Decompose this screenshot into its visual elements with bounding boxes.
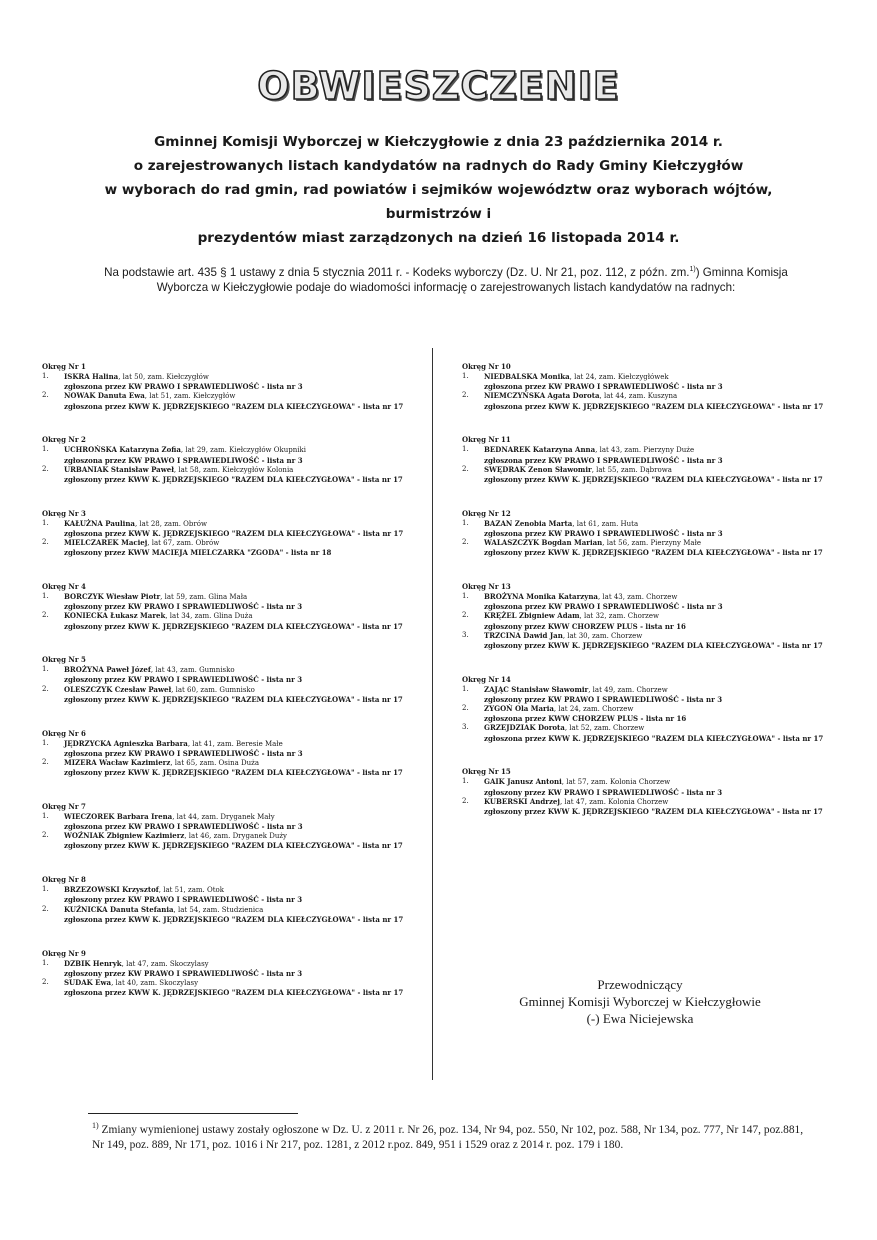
candidate-number: 2. <box>42 831 49 840</box>
candidate-info: , lat 43, zam. Gumnisko <box>150 666 235 675</box>
district-title: Okręg Nr 1 <box>42 362 86 371</box>
candidate-name: GRZEJDZIAK Dorota <box>484 723 565 733</box>
candidate-number: 2. <box>462 796 469 805</box>
candidate-entry <box>42 758 442 777</box>
candidate-entry <box>462 372 862 391</box>
candidate-info: , lat 34, zam. Glina Duża <box>165 612 253 621</box>
district-title: Okręg Nr 8 <box>42 875 86 885</box>
candidate-number: 2. <box>462 704 469 713</box>
candidate-number: 2. <box>42 538 49 547</box>
candidate-info: , lat 44, zam. Dryganek Mały <box>172 812 275 821</box>
candidate-entry <box>42 905 442 924</box>
candidate-entry <box>42 538 442 557</box>
candidate-name: BEDNAREK Katarzyna Anna <box>484 445 596 455</box>
candidate-body <box>484 631 862 650</box>
candidate-info: , lat 24, zam. Chorzew <box>553 705 634 714</box>
footnote <box>92 1118 812 1153</box>
heading-line: prezydentów miast zarządzonych na dzień 16 listopada 2014 r. <box>197 230 680 246</box>
candidate-committee: zgłoszona przez KW PRAWO I SPRAWIEDLIWOŚĆ - lista nr 3 <box>484 528 723 538</box>
candidate-body <box>484 685 862 704</box>
candidate-body <box>484 465 862 484</box>
candidate-info: , lat 43, zam. Chorzew <box>597 592 678 601</box>
candidate-committee: zgłoszona przez KW PRAWO I SPRAWIEDLIWOŚĆ - lista nr 3 <box>64 822 303 832</box>
candidate-committee: zgłoszony przez KWW K. JĘDRZEJSKIEGO "RAZEM DLA KIEŁCZYGŁOWA" - lista nr 17 <box>484 806 823 816</box>
candidate-body <box>64 831 442 850</box>
candidate-info: , lat 59, zam. Glina Mała <box>160 592 248 601</box>
district-block <box>42 949 442 998</box>
candidate-info: , lat 30, zam. Chorzew <box>562 631 643 640</box>
candidate-body <box>64 885 442 904</box>
candidate-committee: zgłoszona przez KWW K. JĘDRZEJSKIEGO "RAZEM DLA KIEŁCZYGŁOWA" - lista nr 17 <box>64 988 404 998</box>
candidate-entry <box>42 959 442 978</box>
candidate-committee: zgłoszona przez KW PRAWO I SPRAWIEDLIWOŚĆ - lista nr 3 <box>484 382 723 392</box>
candidate-body <box>484 445 862 464</box>
districts-right-column <box>462 362 862 816</box>
candidate-committee: zgłoszona przez KW PRAWO I SPRAWIEDLIWOŚĆ - lista nr 3 <box>484 602 723 612</box>
candidate-info: , lat 41, zam. Beresie Małe <box>187 739 283 748</box>
candidate-number: 1. <box>462 445 469 454</box>
candidate-number: 1. <box>462 684 469 693</box>
candidate-entry <box>462 631 862 650</box>
candidate-name: NOWAK Danuta Ewa <box>64 391 145 401</box>
candidate-entry <box>462 592 862 611</box>
candidate-body <box>64 592 442 611</box>
candidate-committee: zgłoszony przez KWW K. JĘDRZEJSKIEGO "RAZEM DLA KIEŁCZYGŁOWA" - lista nr 17 <box>484 548 823 558</box>
candidate-committee: zgłoszony przez KW PRAWO I SPRAWIEDLIWOŚĆ - lista nr 3 <box>484 694 723 704</box>
candidate-name: BORCZYK Wiesław Piotr <box>64 591 161 601</box>
candidate-entry <box>462 611 862 630</box>
candidate-info: , lat 40, zam. Skoczylasy <box>111 978 199 987</box>
districts-left-column <box>42 362 442 997</box>
candidate-info: , lat 56, zam. Pierzyny Małe <box>602 539 701 548</box>
footnote-rule <box>88 1113 298 1114</box>
candidate-committee: zgłoszony przez KWW K. JĘDRZEJSKIEGO "RAZEM DLA KIEŁCZYGŁOWA" - lista nr 17 <box>484 640 823 650</box>
candidate-number: 2. <box>42 684 49 693</box>
candidate-body <box>64 959 442 978</box>
candidate-name: DZBIK Henryk <box>64 958 122 968</box>
candidate-number: 1. <box>42 811 49 820</box>
candidate-entry <box>462 391 862 410</box>
candidate-name: WALASZCZYK Bogdan Marian <box>484 538 603 548</box>
candidate-name: KUBERSKI Andrzej <box>484 796 560 806</box>
candidate-body <box>64 445 442 464</box>
district-block <box>42 729 442 778</box>
candidate-body <box>64 538 442 557</box>
candidate-info: , lat 60, zam. Gumnisko <box>171 685 255 694</box>
intro-footnote-ref: 1) <box>689 266 696 273</box>
candidate-number: 1. <box>42 958 49 967</box>
candidate-committee: zgłoszony przez KWW CHORZEW PLUS - lista nr 16 <box>484 621 686 631</box>
candidate-committee: zgłoszona przez KW PRAWO I SPRAWIEDLIWOŚĆ - lista nr 3 <box>64 455 303 465</box>
candidate-entry <box>462 445 862 464</box>
candidate-number: 2. <box>42 757 49 766</box>
district-block <box>42 362 442 411</box>
candidate-name: BAZAN Zenobia Marta <box>484 518 573 528</box>
candidate-number: 3. <box>462 630 469 639</box>
candidate-info: , lat 49, zam. Chorzew <box>588 685 668 694</box>
candidate-number: 1. <box>42 885 49 894</box>
intro-paragraph <box>96 262 796 295</box>
district-block <box>42 655 442 704</box>
candidate-body <box>64 372 442 391</box>
candidate-committee: zgłoszona przez KW PRAWO I SPRAWIEDLIWOŚĆ - lista nr 3 <box>484 455 723 465</box>
candidate-committee: zgłoszony przez KWW K. JĘDRZEJSKIEGO "RAZEM DLA KIEŁCZYGŁOWA" - lista nr 17 <box>64 841 403 851</box>
candidate-name: MIELCZAREK Maciej <box>64 538 148 548</box>
candidate-entry <box>42 592 442 611</box>
district-block <box>42 582 442 631</box>
candidate-number: 1. <box>42 591 49 600</box>
intro-text-2: ) Gminna Komisja Wyborcza w Kiełczygłowie podaje do wiadomości informację o zarejestrowanych listach kandydatów na radnych: <box>156 265 788 294</box>
district-block <box>42 509 442 558</box>
candidate-name: WOŹNIAK Zbigniew Kazimierz <box>64 831 185 841</box>
candidate-committee: zgłoszony przez KWW K. JĘDRZEJSKIEGO "RAZEM DLA KIEŁCZYGŁOWA" - lista nr 17 <box>64 621 403 631</box>
candidate-number: 2. <box>462 611 469 620</box>
candidate-body <box>64 758 442 777</box>
footnote-text: Zmiany wymienionej ustawy zostały ogłoszone w Dz. U. z 2011 r. Nr 26, poz. 134, Nr 94, poz. 550, Nr 102, poz. 588, Nr 134, poz. 777, Nr 147, poz.881, Nr 149, poz. 889, Nr 171, poz. 1016 i Nr 217, poz. 1281, z 2012 r.poz. 849, 951 i 1529 oraz z 2014 r. poz. 179 i 180. <box>92 1123 804 1151</box>
district-title: Okręg Nr 13 <box>462 581 511 591</box>
district-block <box>42 435 442 484</box>
candidate-entry <box>42 739 442 758</box>
district-title: Okręg Nr 2 <box>42 435 86 445</box>
candidate-body <box>484 704 862 723</box>
candidate-body <box>484 391 862 410</box>
candidate-committee: zgłoszony przez KWW K. JĘDRZEJSKIEGO "RAZEM DLA KIEŁCZYGŁOWA" - lista nr 17 <box>64 768 403 778</box>
candidate-entry <box>42 519 442 538</box>
candidate-name: BROŻYNA Paweł Józef <box>64 665 151 675</box>
candidate-info: , lat 51, zam. Otok <box>158 886 224 895</box>
candidate-body <box>64 519 442 538</box>
district-block <box>462 362 862 411</box>
candidate-name: ZAJĄC Stanisław Sławomir <box>484 684 589 694</box>
candidate-number: 1. <box>42 518 49 527</box>
candidate-info: , lat 47, zam. Skoczylasy <box>121 959 209 968</box>
candidate-body <box>484 797 862 816</box>
intro-text-1: Na podstawie art. 435 § 1 ustawy z dnia 5 stycznia 2011 r. - Kodeks wyborczy (Dz. U. Nr 21, poz. 112, z późn. zm. <box>104 265 690 279</box>
candidate-info: , lat 46, zam. Dryganek Duży <box>184 832 288 841</box>
heading-line: o zarejestrowanych listach kandydatów na radnych do Rady Gminy Kiełczygłów <box>133 158 744 174</box>
heading-line: Gminnej Komisji Wyborczej w Kiełczygłowie z dnia 23 października 2014 r. <box>154 134 723 150</box>
candidate-body <box>64 739 442 758</box>
candidate-entry <box>42 831 442 850</box>
candidate-name: TRZCINA Dawid Jan <box>484 630 563 640</box>
candidate-number: 2. <box>42 391 49 400</box>
candidate-info: , lat 24, zam. Kiełczygłówek <box>569 373 669 381</box>
district-title: Okręg Nr 3 <box>42 508 86 518</box>
candidate-info: , lat 32, zam. Chorzew <box>579 612 660 621</box>
candidate-number: 2. <box>462 464 469 473</box>
candidate-committee: zgłoszony przez KWW MACIEJA MIELCZARKA "ZGODA" - lista nr 18 <box>64 548 332 558</box>
signature-name: (-) Ewa Niciejewska <box>586 1011 694 1026</box>
candidate-body <box>484 538 862 557</box>
candidate-entry <box>462 538 862 557</box>
candidate-name: KAŁUŻNA Paulina <box>64 518 135 528</box>
candidate-entry <box>42 885 442 904</box>
district-title: Okręg Nr 14 <box>462 674 511 684</box>
candidate-body <box>484 592 862 611</box>
candidate-info: , lat 54, zam. Studzienica <box>173 905 264 914</box>
candidate-entry <box>42 465 442 484</box>
candidate-name: BROŻYNA Monika Katarzyna <box>484 591 598 601</box>
district-title: Okręg Nr 12 <box>462 508 511 518</box>
candidate-entry <box>462 465 862 484</box>
candidate-committee: zgłoszona przez KWW K. JĘDRZEJSKIEGO "RAZEM DLA KIEŁCZYGŁOWA" - lista nr 17 <box>64 914 404 924</box>
signature-block <box>470 976 810 1027</box>
candidate-body <box>64 391 442 410</box>
candidate-entry <box>462 704 862 723</box>
candidate-body <box>484 372 862 391</box>
candidate-info: , lat 65, zam. Osina Duża <box>170 758 260 767</box>
candidate-committee: zgłoszona przez KWW K. JĘDRZEJSKIEGO "RAZEM DLA KIEŁCZYGŁOWA" - lista nr 17 <box>64 528 404 538</box>
candidate-body <box>64 465 442 484</box>
candidate-name: NIEDBALSKA Monika <box>484 372 570 381</box>
candidate-committee: zgłoszona przez KWW K. JĘDRZEJSKIEGO "RAZEM DLA KIEŁCZYGŁOWA" - lista nr 17 <box>484 733 824 743</box>
candidate-entry <box>462 685 862 704</box>
candidate-entry <box>42 391 442 410</box>
candidate-body <box>64 685 442 704</box>
candidate-committee: zgłoszony przez KW PRAWO I SPRAWIEDLIWOŚĆ - lista nr 3 <box>64 675 303 685</box>
district-title: Okręg Nr 7 <box>42 801 86 811</box>
candidate-name: KONIECKA Łukasz Marek <box>64 611 166 621</box>
heading-line: w wyborach do rad gmin, rad powiatów i sejmików województw oraz wyborach wójtów, burmistrzów i <box>104 182 773 222</box>
candidate-name: URBANIAK Stanisław Paweł <box>64 464 174 474</box>
candidate-info: , lat 29, zam. Kiełczygłów Okupniki <box>180 446 306 455</box>
candidate-number: 1. <box>462 518 469 527</box>
candidate-info: , lat 52, zam. Chorzew <box>564 724 645 733</box>
candidate-body <box>64 611 442 630</box>
district-title: Okręg Nr 15 <box>462 767 511 777</box>
notice-heading <box>60 130 817 250</box>
candidate-name: WIECZOREK Barbara Irena <box>64 811 173 821</box>
candidate-entry <box>42 665 442 684</box>
signature-body: Gminnej Komisji Wyborczej w Kiełczygłowie <box>519 994 761 1009</box>
candidate-info: , lat 50, zam. Kiełczygłów <box>118 373 209 381</box>
district-title: Okręg Nr 11 <box>462 435 511 445</box>
district-title: Okręg Nr 9 <box>42 948 86 958</box>
candidate-number: 1. <box>462 372 469 380</box>
candidate-info: , lat 67, zam. Obrów <box>147 539 220 548</box>
candidate-body <box>484 611 862 630</box>
district-block <box>462 582 862 650</box>
candidate-number: 1. <box>42 445 49 454</box>
candidate-name: KUŹNICKA Danuta Stefania <box>64 904 174 914</box>
candidate-committee: zgłoszony przez KWW K. JĘDRZEJSKIEGO "RAZEM DLA KIEŁCZYGŁOWA" - lista nr 17 <box>64 474 403 484</box>
candidate-name: UCHROŃSKA Katarzyna Zofia <box>64 445 181 455</box>
candidate-name: NIEMCZYŃSKA Agata Dorota <box>484 391 600 401</box>
candidate-number: 1. <box>462 591 469 600</box>
candidate-info: , lat 44, zam. Kuszyna <box>599 392 678 401</box>
candidate-number: 1. <box>42 665 49 674</box>
candidate-committee: zgłoszona przez KWW K. JĘDRZEJSKIEGO "RAZEM DLA KIEŁCZYGŁOWA" - lista nr 17 <box>64 401 404 411</box>
candidate-info: , lat 55, zam. Dąbrowa <box>591 465 672 474</box>
candidate-info: , lat 57, zam. Kolonia Chorzew <box>561 778 671 787</box>
candidate-number: 2. <box>42 611 49 620</box>
candidate-number: 2. <box>42 904 49 913</box>
candidate-committee: zgłoszona przez KW PRAWO I SPRAWIEDLIWOŚĆ - lista nr 3 <box>64 748 303 758</box>
candidate-entry <box>462 797 862 816</box>
candidate-name: KRĘŻEL Zbigniew Adam <box>484 611 580 621</box>
candidate-name: SWĘDRAK Zenon Sławomir <box>484 464 592 474</box>
candidate-entry <box>42 445 442 464</box>
candidate-entry <box>42 372 442 391</box>
candidate-info: , lat 58, zam. Kiełczygłów Kolonia <box>173 465 294 474</box>
candidate-info: , lat 28, zam. Obrów <box>134 519 207 528</box>
district-block <box>462 435 862 484</box>
candidate-body <box>64 978 442 997</box>
page-title: OBWIESZCZENIE <box>257 64 620 108</box>
candidate-committee: zgłoszony przez KWW K. JĘDRZEJSKIEGO "RAZEM DLA KIEŁCZYGŁOWA" - lista nr 17 <box>484 474 823 484</box>
district-block <box>462 509 862 558</box>
candidate-entry <box>462 777 862 796</box>
candidate-number: 2. <box>42 977 49 986</box>
candidate-info: , lat 61, zam. Huta <box>572 519 639 528</box>
candidate-name: GAIK Janusz Antoni <box>484 777 562 787</box>
candidate-body <box>64 905 442 924</box>
candidate-entry <box>42 812 442 831</box>
district-title: Okręg Nr 5 <box>42 655 86 665</box>
district-title: Okręg Nr 6 <box>42 728 86 738</box>
candidate-body <box>484 723 862 742</box>
candidate-committee: zgłoszony przez KW PRAWO I SPRAWIEDLIWOŚĆ - lista nr 3 <box>64 968 303 978</box>
candidate-committee: zgłoszony przez KWW K. JĘDRZEJSKIEGO "RAZEM DLA KIEŁCZYGŁOWA" - lista nr 17 <box>64 694 403 704</box>
district-title: Okręg Nr 4 <box>42 581 86 591</box>
district-block <box>42 875 442 924</box>
candidate-entry <box>462 519 862 538</box>
district-title: Okręg Nr 10 <box>462 362 511 371</box>
candidate-name: OLESZCZYK Czesław Paweł <box>64 684 172 694</box>
candidate-committee: zgłoszony przez KW PRAWO I SPRAWIEDLIWOŚĆ - lista nr 3 <box>484 787 723 797</box>
district-block <box>462 767 862 816</box>
candidate-number: 1. <box>42 372 49 380</box>
candidate-committee: zgłoszona przez KW PRAWO I SPRAWIEDLIWOŚĆ - lista nr 3 <box>64 382 303 392</box>
candidate-number: 3. <box>462 723 469 732</box>
district-block <box>42 802 442 851</box>
district-block <box>462 675 862 743</box>
candidate-entry <box>42 611 442 630</box>
candidate-number: 2. <box>462 538 469 547</box>
candidate-body <box>484 777 862 796</box>
candidate-committee: zgłoszona przez KWW CHORZEW PLUS - lista nr 16 <box>484 714 687 724</box>
candidate-body <box>484 519 862 538</box>
candidate-name: JĘDRZYCKA Agnieszka Barbara <box>64 738 188 748</box>
candidate-number: 2. <box>42 464 49 473</box>
footnote-marker: 1) <box>92 1121 99 1130</box>
candidate-info: , lat 47, zam. Kolonia Chorzew <box>559 797 669 806</box>
candidate-name: ISKRA Halina <box>64 372 119 381</box>
candidate-number: 1. <box>462 777 469 786</box>
candidate-info: , lat 51, zam. Kiełczygłów <box>144 392 236 401</box>
candidate-committee: zgłoszony przez KW PRAWO I SPRAWIEDLIWOŚĆ - lista nr 3 <box>64 895 303 905</box>
candidate-info: , lat 43, zam. Pierzyny Duże <box>595 446 695 455</box>
candidate-entry <box>42 685 442 704</box>
signature-role: Przewodniczący <box>597 977 683 992</box>
candidate-number: 2. <box>462 391 469 400</box>
candidate-entry <box>42 978 442 997</box>
candidate-number: 1. <box>42 738 49 747</box>
candidate-committee: zgłoszony przez KW PRAWO I SPRAWIEDLIWOŚĆ - lista nr 3 <box>64 602 303 612</box>
candidate-body <box>64 665 442 684</box>
candidate-committee: zgłoszona przez KWW K. JĘDRZEJSKIEGO "RAZEM DLA KIEŁCZYGŁOWA" - lista nr 17 <box>484 401 824 411</box>
candidate-name: ZYGOŃ Ola Maria <box>484 704 554 714</box>
candidate-name: SUDAK Ewa <box>64 977 112 987</box>
candidate-body <box>64 812 442 831</box>
candidate-name: MIZERA Wacław Kazimierz <box>64 757 171 767</box>
candidate-name: BRZEZOWSKI Krzysztof <box>64 885 159 895</box>
candidate-entry <box>462 723 862 742</box>
